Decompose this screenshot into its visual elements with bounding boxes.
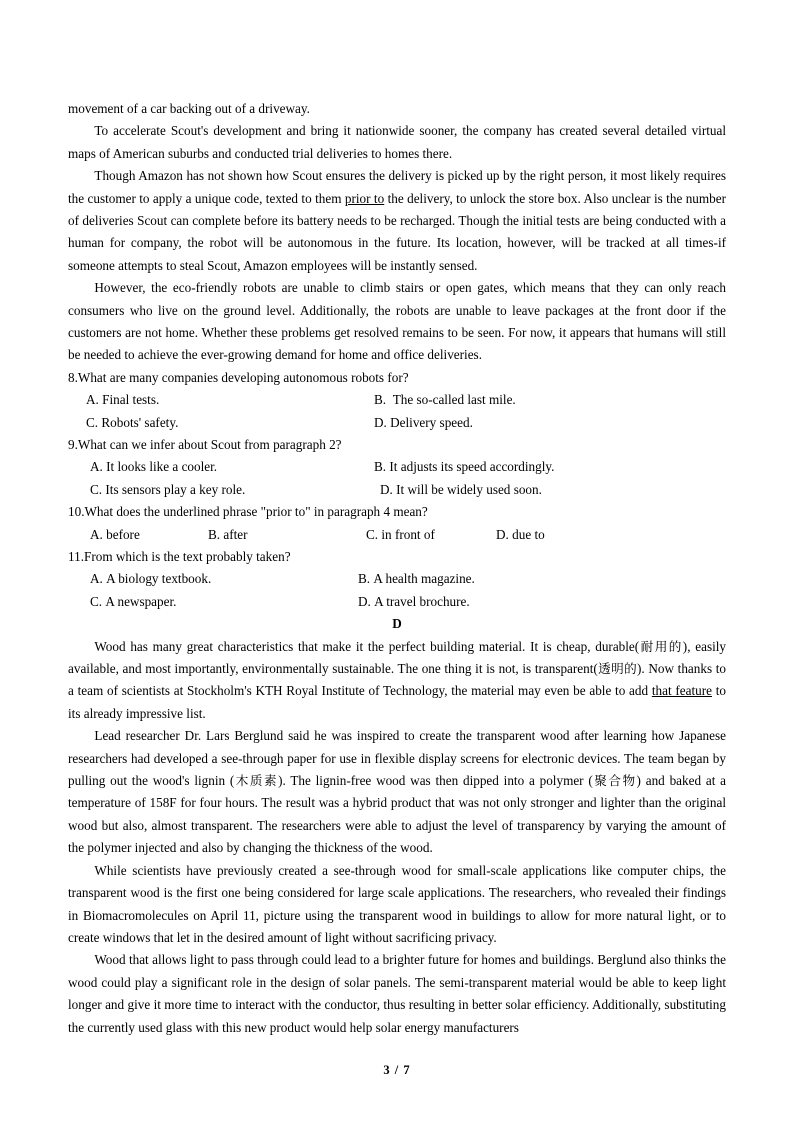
- question-10-number: 10.: [68, 504, 85, 520]
- question-10-option-b[interactable]: [208, 524, 248, 546]
- page-content: [68, 98, 726, 1039]
- question-9-option-a[interactable]: [90, 456, 217, 478]
- paragraph-c-1: movement of a car backing out of a driveway.: [68, 101, 310, 116]
- question-11-number: 11.: [68, 549, 84, 565]
- question-9-text: What can we infer about Scout from paragraph 2?: [77, 437, 342, 453]
- option-label: B.: [358, 571, 371, 587]
- option-text: Final tests.: [102, 392, 160, 408]
- question-8-text: What are many companies developing autonomous robots for?: [77, 369, 409, 385]
- paragraph-d-1-part1: Wood has many great characteristics that make it the perfect building material. It is cheap, durable(: [94, 638, 640, 654]
- option-label: D.: [380, 481, 393, 497]
- option-text: before: [106, 526, 140, 542]
- paragraph-d-2-part1: Lead researcher Dr. Lars Berglund said he was inspired to create the transparent wood after learning how Japanese researchers had developed a see-through paper for use in flexible display screens for electronic devices. The team began by pulling out the wood's lignin (: [68, 728, 726, 789]
- option-label: C.: [86, 414, 99, 430]
- option-text: Its sensors play a key role.: [105, 481, 246, 497]
- question-10-option-a[interactable]: [90, 524, 140, 546]
- option-text: in front of: [381, 526, 435, 542]
- option-text: Robots' safety.: [101, 414, 179, 430]
- option-text: due to: [512, 526, 545, 542]
- gloss-transparent: 透明的: [597, 661, 638, 677]
- option-label: B.: [208, 526, 221, 542]
- question-8-option-d[interactable]: [374, 412, 473, 434]
- question-10-stem: [68, 501, 726, 523]
- question-10-text: What does the underlined phrase "prior to" in paragraph 4 mean?: [84, 504, 428, 520]
- question-10-option-d[interactable]: [496, 524, 545, 546]
- paragraph-d-2-part3: ) and baked at a temperature of 158F for four hours. The result was a hybrid product that was not only stronger and lighter than the original wood but also, almost transparent. The researchers were able to adjust the level of transparency by varying the amount of the polymer injected and also by changing the thickness of the wood.: [68, 773, 727, 856]
- question-9-number: 9.: [68, 437, 78, 453]
- question-11-option-a[interactable]: [90, 568, 211, 590]
- question-11-option-c[interactable]: [90, 591, 176, 613]
- gloss-polymer: 聚合物: [592, 773, 637, 789]
- question-11-option-b[interactable]: [358, 568, 475, 590]
- option-text: A health magazine.: [373, 571, 475, 587]
- option-text: It adjusts its speed accordingly.: [389, 459, 555, 475]
- passage-d-title: D: [392, 616, 402, 632]
- question-11-options-row-1: [68, 568, 726, 590]
- question-8-option-c[interactable]: [86, 412, 178, 434]
- question-8-option-b[interactable]: [374, 389, 516, 411]
- question-8-option-a[interactable]: [86, 389, 159, 411]
- paragraph-c-3: [68, 165, 726, 277]
- gloss-lignin: 木质素: [234, 773, 279, 789]
- question-8-stem: [68, 367, 726, 389]
- paragraph-d-2-part2: ). The lignin-free wood was then dipped into a polymer (: [278, 773, 593, 789]
- question-8-number: 8.: [68, 369, 78, 385]
- option-label: A.: [86, 392, 99, 408]
- question-10-options-row-1: [68, 524, 726, 546]
- paragraph-d-4: Wood that allows light to pass through could lead to a brighter future for homes and buildings. Berglund also thinks the wood could play a significant role in the design of solar panels. The semi-transparent material would be able to keep light longer and give it more time to interact with the conductor, thus resulting in better solar efficiency. Additionally, substituting the currently used glass with this new product would help solar energy manufacturers: [68, 952, 726, 1035]
- question-9-option-d[interactable]: [380, 479, 542, 501]
- paragraph-d-2: [68, 725, 726, 859]
- paragraph-d-1-part4: to its already impressive list.: [68, 683, 726, 721]
- question-11-options-row-2: [68, 591, 726, 613]
- paragraph-d-1: [68, 636, 726, 726]
- paragraph-c-4: However, the eco-friendly robots are unable to climb stairs or open gates, which means that they can only reach consumers who live on the ground level. Additionally, the robots are unable to leave packages at the front door if the customers are not home. Whether these problems get resolved remains to be seen. For now, it appears that humans will still be needed to achieve the ever-growing demand for home and office deliveries.: [68, 280, 726, 363]
- option-label: B.: [374, 392, 387, 408]
- paragraph-c-3-text-after: the delivery, to unlock the store box. Also unclear is the number of deliveries Scout can complete before its battery needs to be recharged. Though the initial tests are being conducted with a human for company, the robot will be autonomous in the future. Its location, however, will be tracked at all times-if someone attempts to steal Scout, Amazon employees will be instantly sensed.: [68, 190, 726, 273]
- question-11-option-d[interactable]: [358, 591, 470, 613]
- paragraph-d-1-part3: ). Now thanks to a team of scientists at Stockholm's KTH Royal Institute of Technology, the material may even be able to add: [68, 661, 726, 699]
- option-text: after: [223, 526, 248, 542]
- option-text: Delivery speed.: [390, 414, 473, 430]
- option-text: A travel brochure.: [374, 593, 470, 609]
- question-8-options-row-1: [68, 389, 726, 411]
- paragraph-d-1-part2: ), easily available, and most importantly, environmentally sustainable. The one thing it is not, is transparent(: [68, 638, 726, 677]
- option-label: A.: [90, 571, 103, 587]
- option-label: C.: [90, 593, 103, 609]
- option-label: D.: [374, 414, 387, 430]
- option-label: A.: [90, 459, 103, 475]
- question-9-option-b[interactable]: [374, 456, 554, 478]
- paragraph-c-2: To accelerate Scout's development and bring it nationwide sooner, the company has created several detailed virtual maps of American suburbs and conducted trial deliveries to homes there.: [68, 123, 726, 161]
- question-9-stem: [68, 434, 726, 456]
- option-text: It looks like a cooler.: [106, 459, 218, 475]
- question-9-options-row-1: [68, 456, 726, 478]
- option-label: A.: [90, 526, 103, 542]
- option-text: The so-called last mile.: [392, 392, 516, 408]
- question-8-options-row-2: [68, 412, 726, 434]
- question-9-options-row-2: [68, 479, 726, 501]
- option-label: D.: [358, 593, 371, 609]
- underlined-phrase-prior-to: prior to: [344, 190, 385, 206]
- question-11-stem: [68, 546, 726, 568]
- question-10-option-c[interactable]: [366, 524, 435, 546]
- option-text: A newspaper.: [105, 593, 177, 609]
- option-text: A biology textbook.: [106, 571, 212, 587]
- option-label: D.: [496, 526, 509, 542]
- option-label: C.: [366, 526, 379, 542]
- underlined-phrase-that-feature: that feature: [651, 683, 712, 699]
- option-label: C.: [90, 481, 103, 497]
- page-number-footer: 3 / 7: [383, 1063, 411, 1077]
- paragraph-c-3-text-before: Though Amazon has not shown how Scout ensures the delivery is picked up by the right person, it most likely requires the customer to apply a unique code, texted to them: [68, 168, 726, 206]
- gloss-durable: 耐用的: [639, 638, 683, 654]
- question-11-text: From which is the text probably taken?: [84, 549, 291, 565]
- paragraph-d-3: While scientists have previously created a see-through wood for small-scale applications like computer chips, the transparent wood is the first one being considered for large scale applications. The researchers, who revealed their findings in Biomacromolecules on April 11, picture using the transparent wood in buildings to allow for more natural light, or to create windows that let in the desired amount of light without sacrificing privacy.: [68, 862, 726, 945]
- option-text: It will be widely used soon.: [396, 481, 542, 497]
- option-label: B.: [374, 459, 387, 475]
- question-9-option-c[interactable]: [90, 479, 245, 501]
